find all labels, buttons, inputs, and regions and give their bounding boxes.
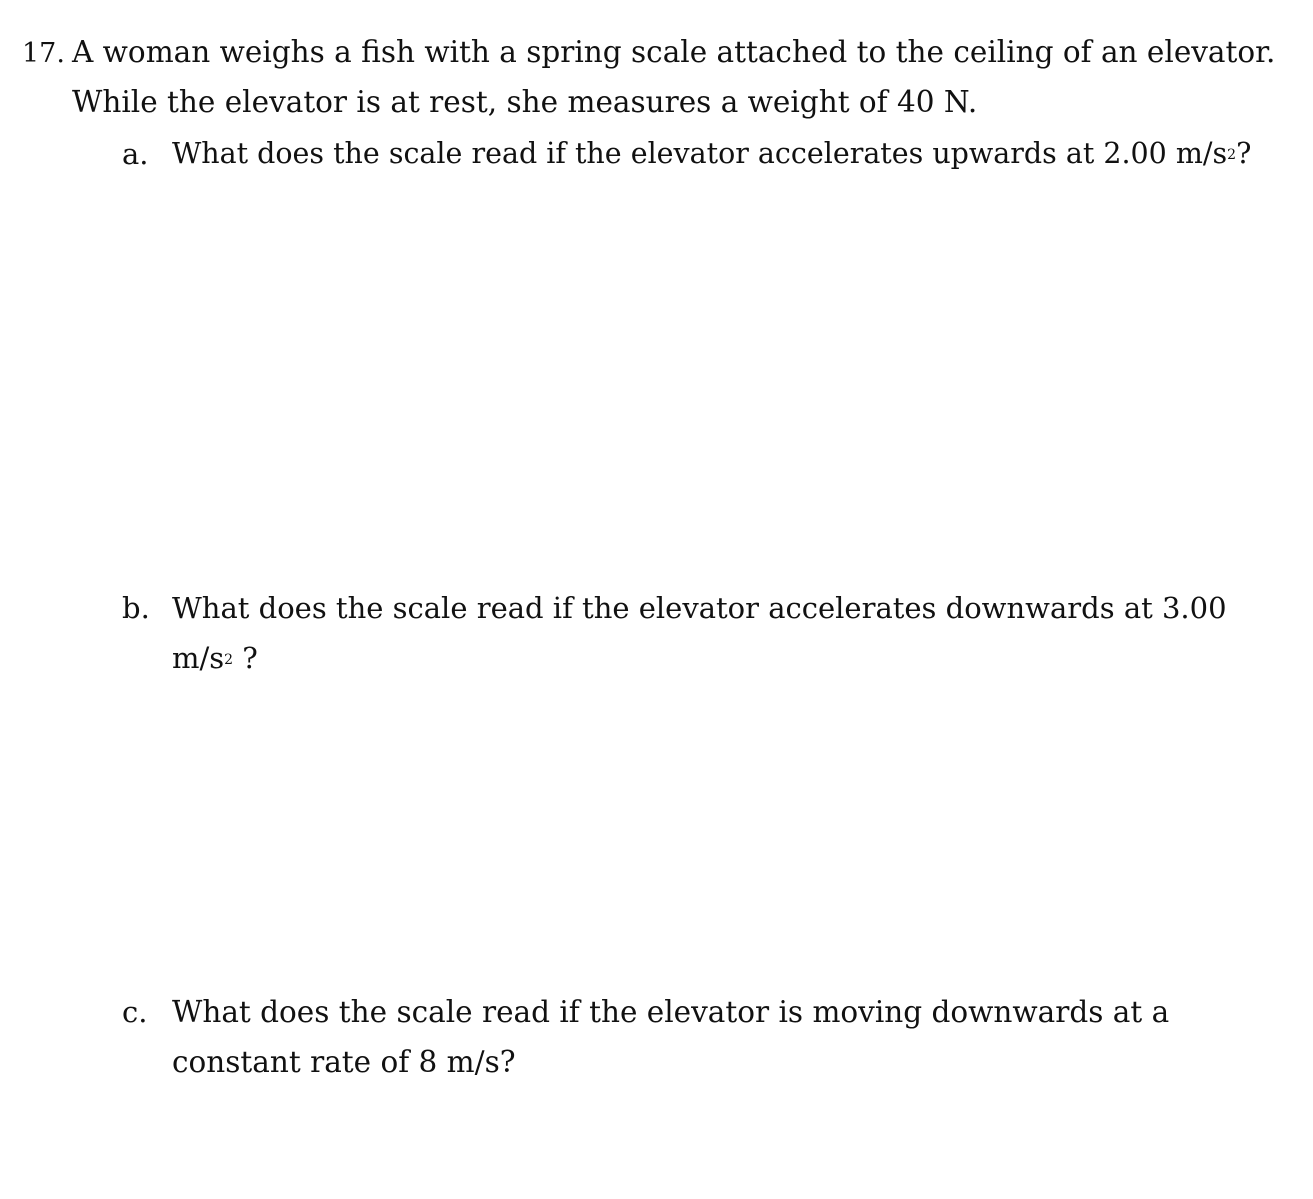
problem-intro-line-2: While the elevator is at rest, she measures a weight of 40 N.	[72, 85, 978, 119]
part-b-question-line-1: What does the scale read if the elevator accelerates downwards at 3.00	[172, 591, 1227, 625]
part-a-question-text: What does the scale read if the elevator accelerates upwards at 2.00 m/s	[172, 137, 1228, 170]
part-b-question-line-2	[172, 638, 258, 678]
problem-intro-line-1: A woman weighs a fish with a spring scale attached to the ceiling of an elevator.	[72, 35, 1276, 69]
part-a-exponent: 2	[1227, 147, 1237, 163]
part-c-question-line-2: constant rate of 8 m/s?	[172, 1045, 516, 1079]
part-c-label: c.	[122, 995, 148, 1029]
part-a-label: a.	[122, 137, 149, 171]
part-c-question-line-1: What does the scale read if the elevator is moving downwards at a	[172, 995, 1170, 1029]
part-b-question-mark: ?	[233, 641, 258, 675]
part-a-question	[172, 134, 1251, 174]
part-a-question-mark: ?	[1236, 137, 1252, 170]
part-b-exponent: 2	[224, 652, 234, 668]
part-b-unit: m/s	[172, 641, 225, 675]
problem-number: 17.	[22, 38, 65, 69]
part-b-label: b.	[122, 591, 150, 625]
